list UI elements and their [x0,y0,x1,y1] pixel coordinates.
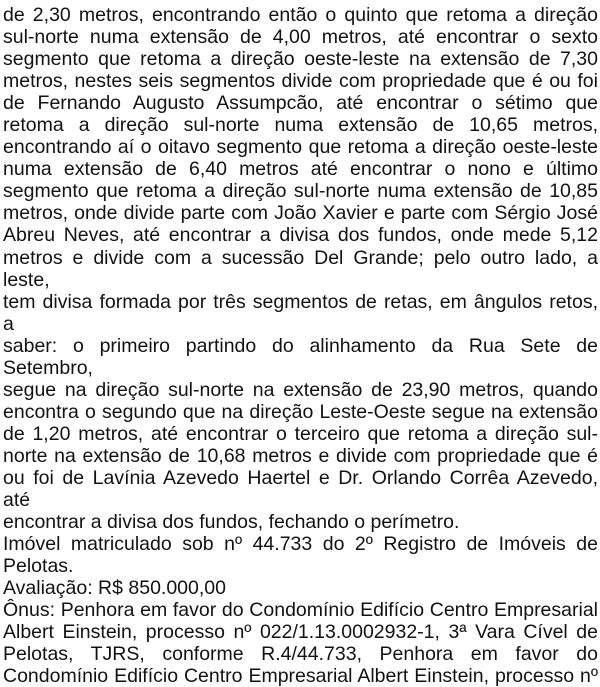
text-line: segmento que retoma a direção sul-norte numa extensão de 10,85 [3,180,598,203]
text-line: Albert Einstein, processo nº 022/1.13.0002932-1, 3ª Vara Cível de [3,621,598,644]
text-line: ou foi de Lavínia Azevedo Haertel e Dr. Orlando Corrêa Azevedo, até [3,466,598,512]
valuation-paragraph [3,577,598,599]
text-line: norte na extensão de 10,68 metros e divide com propriedade que é [3,444,598,467]
text-line: Ônus: Penhora em favor do Condomínio Edifício Centro Empresarial [3,599,598,622]
text-line: retoma a direção sul-norte numa extensão de 10,65 metros, [3,114,598,137]
text-line: segmento que retoma a direção oeste-leste na extensão de 7,30 [3,48,598,71]
text-line: encontrando aí o oitavo segmento que retoma a direção oeste-leste [3,136,598,159]
text-line: metros, nestes seis segmentos divide com propriedade que é ou foi [3,70,598,93]
text-line: Avaliação: R$ 850.000,00 [3,577,226,600]
text-line: segue na direção sul-norte na extensão de 23,90 metros, quando [3,378,598,401]
text-line: metros, onde divide parte com João Xavier e parte com Sérgio José [3,202,598,225]
text-line: de 2,30 metros, encontrando então o quinto que retoma a direção [3,4,598,26]
text-line: Abreu Neves, até encontrar a divisa dos fundos, onde mede 5,12 [3,224,598,247]
text-line: encontrar a divisa dos fundos, fechando o perímetro. [3,511,460,534]
text-line: Imóvel matriculado sob nº 44.733 do 2º Registro de Imóveis de [3,533,598,556]
text-line: de 1,20 metros, até encontrar o terceiro que retoma a direção sul- [3,422,598,445]
liens-paragraph [3,599,598,687]
text-line: de Fernando Augusto Assumpcão, até encontrar o sétimo que [3,92,598,115]
property-boundaries-paragraph [3,4,598,533]
text-line: sul-norte numa extensão de 4,00 metros, até encontrar o sexto [3,26,598,49]
text-line: Pelotas, TJRS, conforme R.4/44.733, Penhora em favor do [3,643,598,666]
text-line: saber: o primeiro partindo do alinhamento da Rua Sete de Setembro, [3,334,598,379]
text-line: tem divisa formada por três segmentos de retas, em ângulos retos, a [3,290,598,335]
text-line: encontra o segundo que na direção Leste-Oeste segue na extensão [3,400,598,423]
registration-paragraph [3,533,598,577]
text-line: metros e divide com a sucessão Del Grande; pelo outro lado, a leste, [3,246,598,291]
text-line: Condomínio Edifício Centro Empresarial Albert Einstein, processo nº [3,665,598,687]
text-line: Pelotas. [3,555,74,578]
text-line: numa extensão de 6,40 metros até encontrar o nono e último [3,158,598,181]
